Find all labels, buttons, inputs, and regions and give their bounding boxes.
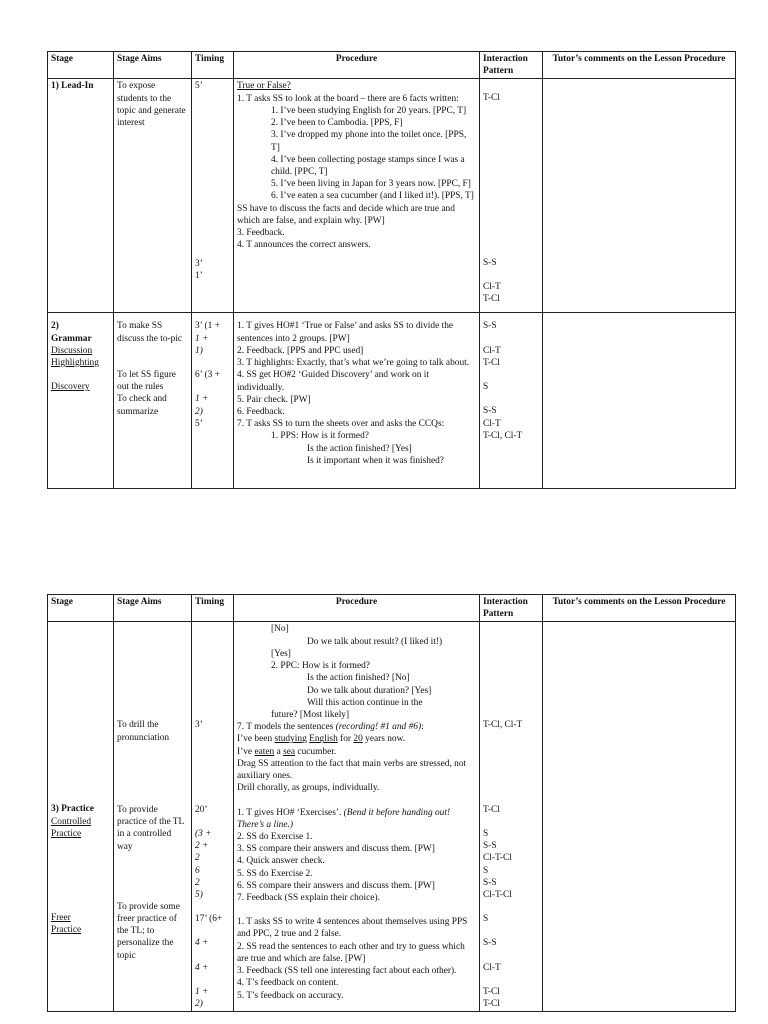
timing-value: 1 +	[195, 986, 209, 997]
fact-item: 1. I’ve been studying English for 20 years. [PPC, T]	[271, 105, 467, 116]
procedure-step: 4. SS get HO#2 ‘Guided Discovery’ and work on it individually.	[237, 370, 429, 393]
timing-cell	[192, 622, 234, 1012]
header-timing: Timing	[192, 52, 234, 79]
stressed-word: eaten	[254, 746, 275, 757]
timing-value: 2	[195, 853, 200, 864]
procedure-cell	[234, 622, 480, 1012]
procedure-step	[237, 807, 476, 831]
timing-value: 1)	[195, 345, 203, 356]
substage-label: Freer Practice	[51, 913, 82, 936]
interaction-value: T-Cl, Cl-T	[483, 430, 523, 441]
procedure-step: 4. T announces the correct answers.	[237, 240, 371, 251]
sentence-part: I’ve been	[237, 734, 275, 745]
table-header-row	[48, 52, 736, 79]
interaction-value: S-S	[483, 938, 497, 949]
timing-value: 2)	[195, 999, 203, 1010]
interaction-value: T-Cl, Cl-T	[483, 720, 523, 731]
header-timing: Timing	[192, 595, 234, 622]
interaction-value: T-Cl	[483, 999, 500, 1010]
timing-value: 3’	[195, 720, 203, 731]
aims-cell	[114, 622, 192, 1012]
stage-aims: To provide some freer practice of the TL; to personalize the topic	[117, 901, 180, 961]
interaction-value: S	[483, 914, 489, 925]
stressed-word: English	[309, 734, 338, 745]
aims-cell	[114, 313, 192, 489]
stressed-word: studying	[274, 734, 307, 745]
procedure-step: 3. T highlights: Exactly, that’s what we’re going to talk about.	[237, 358, 470, 369]
timing-cell	[192, 313, 234, 489]
interaction-value: S-S	[483, 841, 497, 852]
interaction-value: T-Cl	[483, 294, 500, 305]
stage-aims: To drill the pronunciation	[117, 720, 170, 743]
timing-value: 6	[195, 865, 200, 876]
procedure-step: 5. SS do Exercise 2.	[237, 868, 313, 879]
header-procedure: Procedure	[234, 595, 480, 622]
header-stage-aims: Stage Aims	[114, 52, 192, 79]
header-stage-aims: Stage Aims	[114, 595, 192, 622]
stage-aims: To let SS figure out the rules	[117, 369, 176, 393]
timing-value: 6’ (3 +	[195, 370, 220, 381]
aims-cell	[114, 79, 192, 313]
procedure-step: 3. Feedback.	[237, 228, 285, 239]
procedure-step: 3. SS compare their answers and discuss them. [PW]	[237, 844, 435, 855]
sentence-part: cucumber.	[295, 746, 337, 757]
interaction-value: Cl-T	[483, 345, 501, 356]
procedure-step: 2. SS read the sentences to each other and try to guess which are true and which are false. [PW]	[237, 941, 465, 964]
procedure-step: 4. T’s feedback on content.	[237, 978, 339, 989]
procedure-note: (Bend it before handing out! There’s a line.)	[237, 807, 451, 830]
stage-label: 2)	[51, 321, 59, 332]
stage-label: 3) Practice	[51, 804, 94, 815]
procedure-cell	[234, 79, 480, 313]
stage-aims: To expose students to the topic and generate interest	[117, 81, 186, 129]
interaction-value: T-Cl	[483, 93, 500, 104]
procedure-step	[237, 721, 476, 733]
timing-value: 2	[195, 877, 200, 888]
ccq-question: Will this action continue in the	[307, 697, 423, 708]
lesson-plan-table-1	[47, 51, 736, 489]
lesson-plan-table-2	[47, 594, 736, 1012]
interaction-value: S	[483, 828, 489, 839]
interaction-value: S	[483, 865, 489, 876]
interaction-value: S-S	[483, 406, 497, 417]
stage-label: 1) Lead-In	[51, 81, 94, 92]
procedure-title: True or False?	[237, 81, 291, 92]
fact-item: 5. I’ve been living in Japan for 3 years now. [PPC, F]	[271, 179, 471, 190]
model-sentence	[237, 746, 476, 758]
stage-cell	[48, 313, 114, 489]
header-procedure: Procedure	[234, 52, 480, 79]
interaction-value: Cl-T	[483, 962, 501, 973]
procedure-step: 7. Feedback (SS explain their choice).	[237, 893, 380, 904]
timing-value: 1 +	[195, 333, 209, 344]
procedure-text: 7. T models the sentences	[237, 722, 336, 733]
procedure-step: 3. Feedback (SS tell one interesting fact about each other).	[237, 966, 457, 977]
stressed-word: 20	[353, 734, 363, 745]
procedure-step: 6. Feedback.	[237, 406, 285, 417]
timing-value: 3’	[195, 258, 203, 269]
stage-cell	[48, 79, 114, 313]
header-tutor-comments: Tutor’s comments on the Lesson Procedure	[543, 595, 736, 622]
stage-aims: To make SS discuss the to-pic	[117, 321, 183, 344]
timing-value: 4 +	[195, 962, 209, 973]
header-interaction-pattern: Interaction Pattern	[480, 52, 543, 79]
interaction-value: S-S	[483, 257, 497, 268]
fact-item: 3. I’ve dropped my phone into the toilet once. [PPS, T]	[271, 130, 467, 153]
procedure-step: 4. Quick answer check.	[237, 856, 325, 867]
substage-label: Highlighting	[51, 358, 99, 369]
interaction-value: T-Cl	[483, 986, 500, 997]
procedure-step: 6. SS compare their answers and discuss them. [PW]	[237, 880, 435, 891]
procedure-text: :	[421, 722, 424, 733]
interaction-value: Cl-T	[483, 281, 501, 292]
interaction-value: T-Cl	[483, 804, 500, 815]
substage-label: Discovery	[51, 382, 90, 393]
stage-aims: To provide practice of the TL in a controlled way	[117, 804, 184, 852]
timing-value: (3 +	[195, 828, 212, 839]
header-stage: Stage	[48, 52, 114, 79]
interaction-value: S-S	[483, 321, 497, 332]
stage-aims: To check and summarize	[117, 394, 167, 417]
procedure-step: Drill chorally, as groups, individually.	[237, 783, 380, 794]
sentence-part: a	[274, 746, 284, 757]
interaction-cell	[480, 313, 543, 489]
stressed-word: sea	[283, 746, 296, 757]
stage-label: Grammar	[51, 333, 92, 344]
procedure-note: (recording! #1 and #6)	[335, 722, 422, 733]
ccq-answer: future? [Most likely]	[271, 709, 350, 720]
timing-value: 1’	[195, 270, 203, 281]
fact-item: 6. I’ve eaten a sea cucumber (and I liked it!). [PPS, T]	[271, 191, 474, 202]
comments-cell	[543, 313, 736, 489]
table-header-row	[48, 595, 736, 622]
stage-cell	[48, 622, 114, 1012]
header-stage: Stage	[48, 595, 114, 622]
fact-item: 4. I’ve been collecting postage stamps since I was a child. [PPC, T]	[271, 154, 465, 177]
fact-item: 2. I’ve been to Cambodia. [PPS, F]	[271, 118, 403, 129]
ccq-question: Is the action finished? [Yes]	[307, 443, 412, 454]
ccq-heading: 1. PPS: How is it formed?	[271, 431, 369, 442]
interaction-value: Cl-T-Cl	[483, 853, 512, 864]
timing-value: 17’ (6+	[195, 914, 223, 925]
header-tutor-comments: Tutor’s comments on the Lesson Procedure	[543, 52, 736, 79]
table-row	[48, 622, 736, 1012]
timing-cell	[192, 79, 234, 313]
timing-value: 1 +	[195, 394, 209, 405]
ccq-heading: 2. PPC: How is it formed?	[271, 661, 370, 672]
procedure-step: 5. Pair check. [PW]	[237, 394, 311, 405]
interaction-value: S-S	[483, 877, 497, 888]
interaction-value: Cl-T	[483, 418, 501, 429]
sentence-part: for	[337, 734, 354, 745]
ccq-question: Do we talk about result? (I liked it!)	[307, 636, 443, 647]
interaction-value: Cl-T-Cl	[483, 889, 512, 900]
sentence-part: I’ve	[237, 746, 255, 757]
table-row	[48, 79, 736, 313]
timing-value: 2)	[195, 406, 203, 417]
ccq-answer: [No]	[271, 624, 289, 635]
timing-value: 20’	[195, 804, 208, 815]
procedure-step: 1. T asks SS to look at the board – there are 6 facts written:	[237, 93, 459, 104]
procedure-step: Drag SS attention to the fact that main verbs are stressed, not auxiliary ones.	[237, 758, 467, 782]
interaction-value: S	[483, 382, 489, 393]
procedure-step: 1. T asks SS to write 4 sentences about themselves using PPS and PPC, 2 true and 2 false.	[237, 917, 468, 940]
comments-cell	[543, 79, 736, 313]
procedure-cell	[234, 313, 480, 489]
timing-value: 5’	[195, 81, 203, 92]
ccq-question: Is the action finished? [No]	[307, 673, 410, 684]
interaction-cell	[480, 622, 543, 1012]
ccq-question: Is it important when it was finished?	[307, 455, 444, 466]
ccq-question: Do we talk about duration? [Yes]	[307, 685, 432, 696]
timing-value: 4 +	[195, 938, 209, 949]
model-sentence	[237, 733, 476, 745]
interaction-value: T-Cl	[483, 357, 500, 368]
procedure-step: 5. T’s feedback on accuracy.	[237, 990, 344, 1001]
timing-value: 5)	[195, 889, 203, 900]
procedure-step: 2. SS do Exercise 1.	[237, 831, 313, 842]
timing-value: 2 +	[195, 841, 209, 852]
substage-label: Discussion	[51, 345, 93, 356]
procedure-text: 1. T gives HO# ‘Exercises’.	[237, 807, 344, 818]
comments-cell	[543, 622, 736, 1012]
procedure-step: 2. Feedback. [PPS and PPC used]	[237, 345, 364, 356]
substage-label: Controlled Practice	[51, 816, 92, 839]
procedure-step: 1. T gives HO#1 ‘True or False’ and asks SS to divide the sentences into 2 groups. [PW]	[237, 321, 454, 344]
table-row	[48, 313, 736, 489]
interaction-cell	[480, 79, 543, 313]
procedure-step: 7. T asks SS to turn the sheets over and asks the CCQs:	[237, 419, 445, 430]
timing-value: 3’ (1 +	[195, 321, 220, 332]
sentence-part: years now.	[362, 734, 406, 745]
ccq-answer: [Yes]	[271, 648, 291, 659]
procedure-step: SS have to discuss the facts and decide which are true and which are false, and explain why. [PW]	[237, 203, 455, 226]
header-interaction-pattern: Interaction Pattern	[480, 595, 543, 622]
timing-value: 5’	[195, 418, 203, 429]
